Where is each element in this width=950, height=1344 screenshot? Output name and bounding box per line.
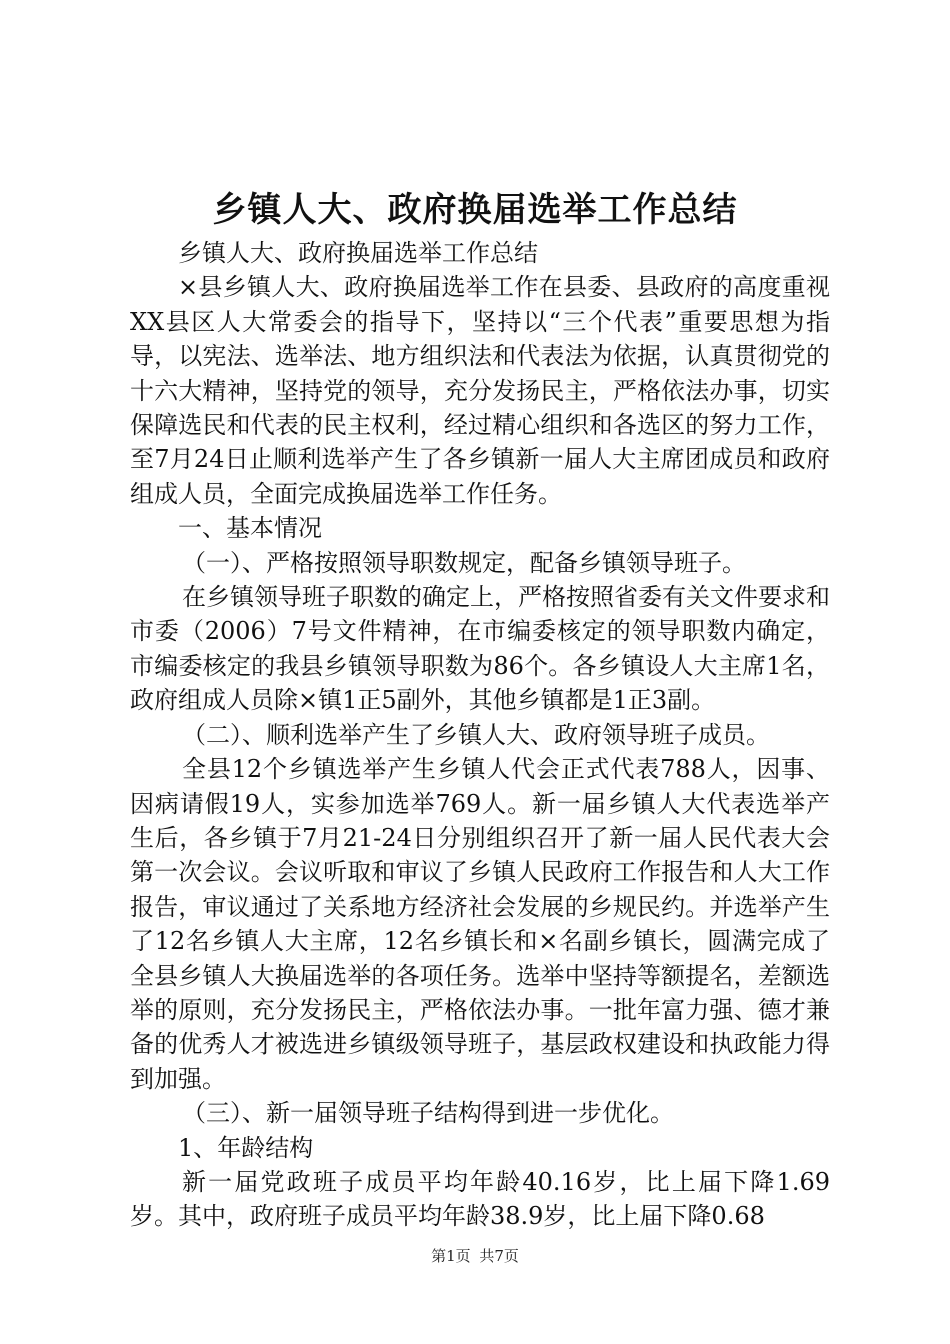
age-structure-paragraph: 新一届党政班子成员平均年龄40.16岁，比上届下降1.69岁。其中，政府班子成员平均年龄38.9岁，比上届下降0.68 bbox=[130, 1167, 830, 1231]
subtitle-paragraph: 乡镇人大、政府换届选举工作总结 bbox=[178, 239, 538, 267]
subsection-heading-3: （三）、新一届领导班子结构得到进一步优化。 bbox=[182, 1099, 674, 1128]
intro-paragraph: ×县乡镇人大、政府换届选举工作在县委、县政府的高度重视XX县区人大常委会的指导下，坚持以“三个代表”重要思想为指导，以宪法、选举法、地方组织法和代表法为依据，认真贯彻党的十六大精神，坚持党的领导，充分发扬民主，严格依法办事，切实保障选民和代表的民主权利，经过精心组织和各选区的努力工作，至7月24日止顺利选举产生了各乡镇新一届人大主席团成员和政府组成人员，全面完成换届选举工作任务。 bbox=[130, 273, 830, 508]
section-heading-basic-situation: 一、基本情况 bbox=[178, 514, 322, 543]
age-structure-heading: 1、年龄结构 bbox=[178, 1133, 314, 1162]
election-results-paragraph: 全县12个乡镇选举产生乡镇人代会正式代表788人，因事、因病请假19人，实参加选举769人。新一届乡镇人大代表选举产生后，各乡镇于7月21-24日分别组织召开了新一届人民代表大会第一次会议。会议听取和审议了乡镇人民政府工作报告和人大工作报告，审议通过了关系地方经济社会发展的乡规民约。并选举产生了12名乡镇人大主席，12名乡镇长和×名副乡镇长，圆满完成了全县乡镇人大换届选举的各项任务。选举中坚持等额提名，差额选举的原则，充分发扬民主，严格依法办事。一批年富力强、德才兼备的优秀人才被选进乡镇级领导班子，基层政权建设和执政能力得到加强。 bbox=[130, 755, 830, 1093]
page-total: 共7页 bbox=[479, 1247, 519, 1265]
subsection-heading-2: （二）、顺利选举产生了乡镇人大、政府领导班子成员。 bbox=[182, 720, 770, 749]
document-body bbox=[130, 236, 830, 1234]
subsection-heading-1: （一）、严格按照领导职数规定，配备乡镇领导班子。 bbox=[182, 548, 746, 577]
document-title: 乡镇人大、政府换届选举工作总结 bbox=[212, 190, 738, 230]
page-number: 第1页 bbox=[431, 1247, 471, 1265]
page-footer bbox=[0, 1246, 950, 1266]
leadership-quota-paragraph: 在乡镇领导班子职数的确定上，严格按照省委有关文件要求和市委（2006）7号文件精神，在市编委核定的领导职数内确定，市编委核定的我县乡镇领导职数为86个。各乡镇设人大主席1名，政府组成人员除×镇1正5副外，其他乡镇都是1正3副。 bbox=[130, 583, 830, 715]
